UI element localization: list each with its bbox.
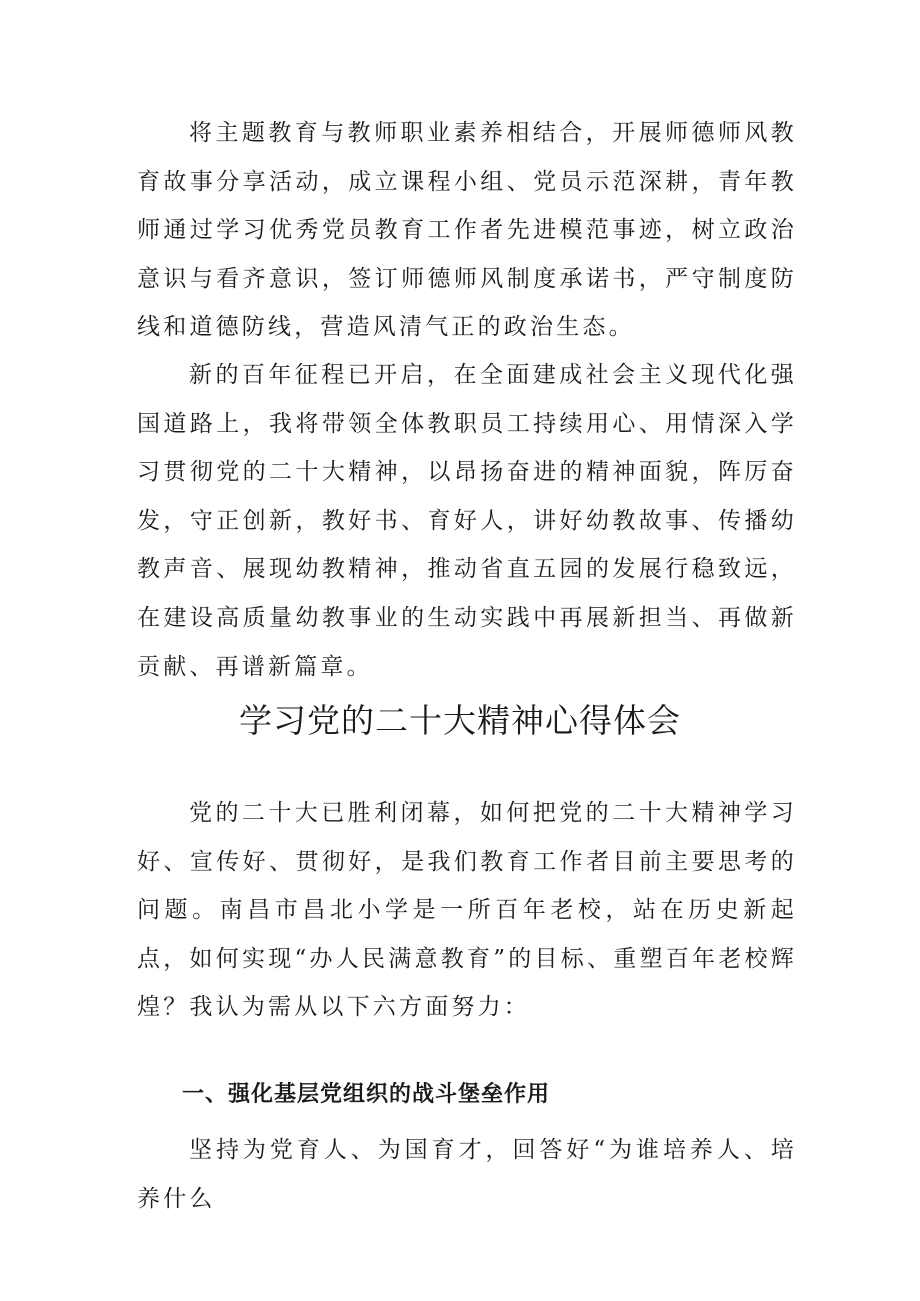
body-paragraph: 新的百年征程已开启，在全面建成社会主义现代化强国道路上，我将带领全体教职员工持续用心、用情深入学习贯彻党的二十大精神，以昂扬奋进的精神面貌，阵厉奋发，守正创新，教好书、育好人，讲好幼教故事、传播幼教声音、展现幼教精神，推动省直五园的发展行稳致远，在建设高质量幼教事业的生动实践中再展新担当、再做新贡献、再谱新篇章。 <box>137 362 797 680</box>
article-title: 学习党的二十大精神心得体会 <box>239 701 681 740</box>
body-paragraph: 坚持为党育人、为国育才，回答好“为谁培养人、培养什么 <box>137 1137 797 1212</box>
body-paragraph: 将主题教育与教师职业素养相结合，开展师德师风教育故事分享活动，成立课程小组、党员示范深耕，青年教师通过学习优秀党员教育工作者先进模范事迹，树立政治意识与看齐意识，签订师德师风制度承诺书，严守制度防线和道德防线，营造风清气正的政治生态。 <box>137 120 797 341</box>
body-paragraph: 党的二十大已胜利闭幕，如何把党的二十大精神学习好、宣传好、贯彻好，是我们教育工作者目前主要思考的问题。南昌市昌北小学是一所百年老校，站在历史新起点，如何实现“办人民满意教育”的目标、重塑百年老校辉煌？我认为需从以下六方面努力： <box>137 800 797 1021</box>
section-heading: 一、强化基层党组织的战斗堡垒作用 <box>182 1082 551 1107</box>
